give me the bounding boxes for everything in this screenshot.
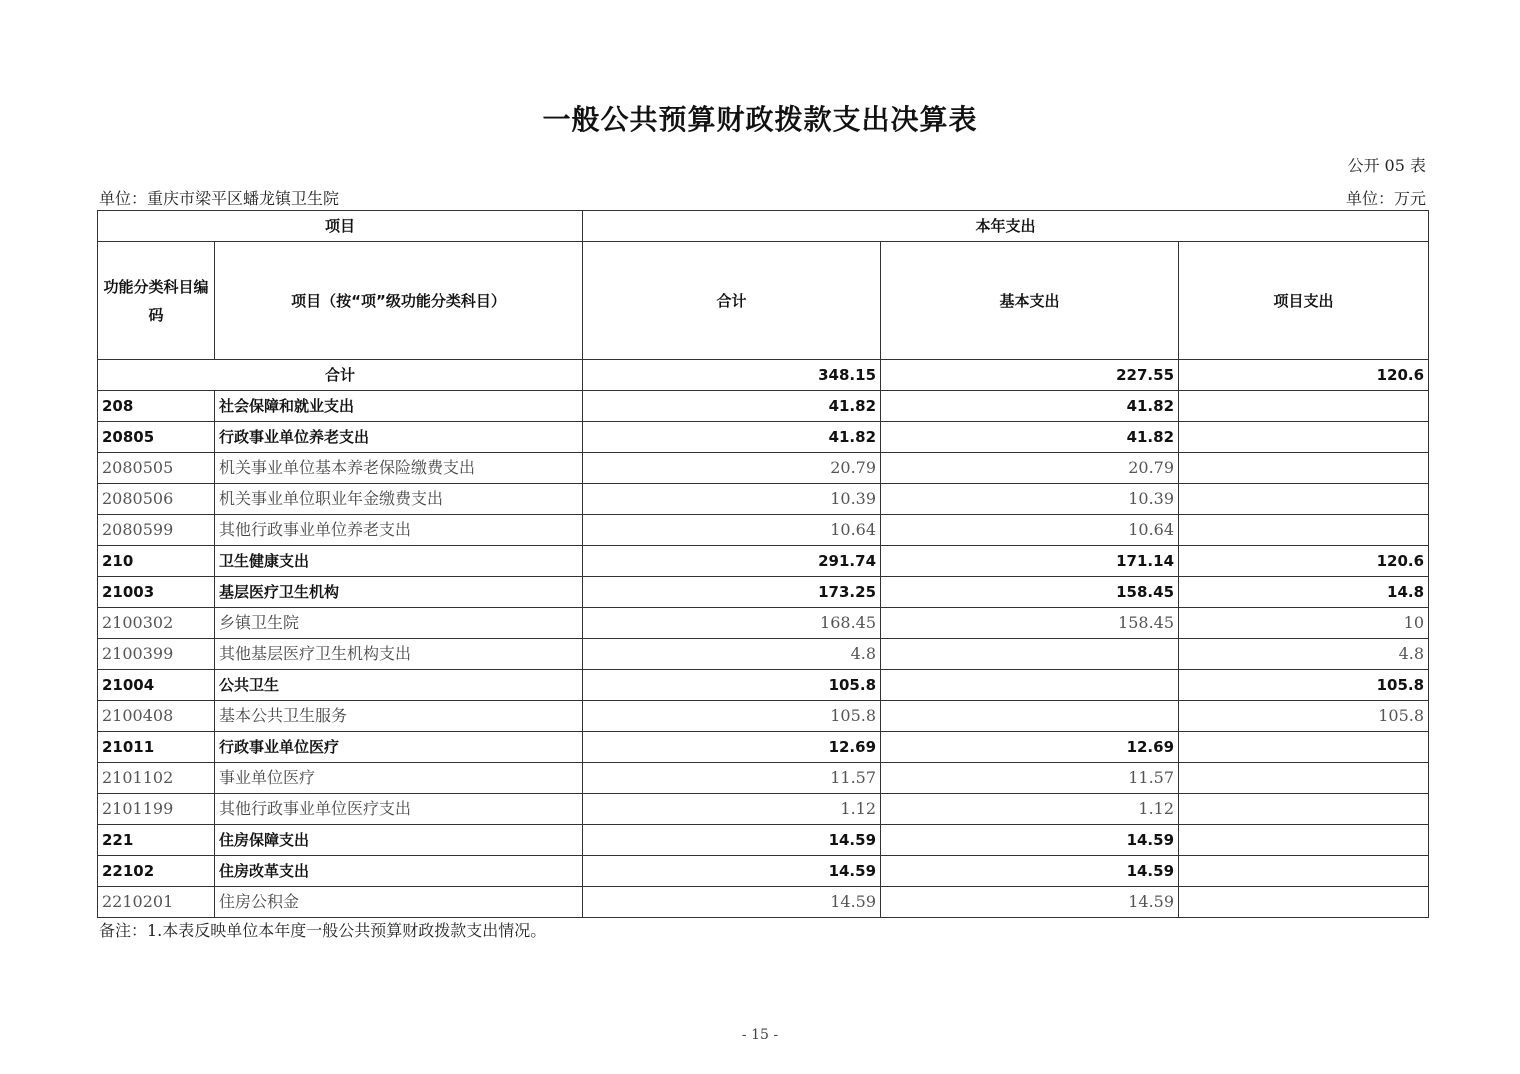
row-basic: [881, 670, 1179, 701]
row-total: 173.25: [583, 577, 881, 608]
row-code: 21003: [98, 577, 215, 608]
row-project: 4.8: [1179, 639, 1429, 670]
row-name: 事业单位医疗: [215, 763, 583, 794]
row-name: 基本公共卫生服务: [215, 701, 583, 732]
header-row-1: [98, 211, 1429, 242]
table-row: [98, 608, 1429, 639]
row-project: [1179, 484, 1429, 515]
row-code: 2080599: [98, 515, 215, 546]
currency-unit: 单位：万元: [1345, 189, 1426, 208]
total-amount: 348.15: [583, 360, 881, 391]
row-name: 机关事业单位基本养老保险缴费支出: [215, 453, 583, 484]
row-project: 14.8: [1179, 577, 1429, 608]
header-basic: 基本支出: [881, 242, 1179, 360]
table-row: [98, 639, 1429, 670]
table-row: [98, 701, 1429, 732]
row-project: [1179, 763, 1429, 794]
total-row: [98, 360, 1429, 391]
row-project: [1179, 391, 1429, 422]
row-code: 2100408: [98, 701, 215, 732]
row-code: 2210201: [98, 887, 215, 918]
table-row: [98, 422, 1429, 453]
row-basic: 10.64: [881, 515, 1179, 546]
table-row: [98, 453, 1429, 484]
header-total: 合计: [583, 242, 881, 360]
page-title: 一般公共预算财政拨款支出决算表: [542, 103, 978, 136]
row-project: [1179, 453, 1429, 484]
header-item: 项目（按“项”级功能分类科目）: [215, 242, 583, 360]
row-name: 其他行政事业单位养老支出: [215, 515, 583, 546]
row-name: 公共卫生: [215, 670, 583, 701]
header-project: 项目: [98, 211, 583, 242]
row-name: 住房保障支出: [215, 825, 583, 856]
row-name: 卫生健康支出: [215, 546, 583, 577]
form-number: 公开 05 表: [1347, 156, 1426, 175]
row-basic: 10.39: [881, 484, 1179, 515]
row-total: 41.82: [583, 391, 881, 422]
table-row: [98, 825, 1429, 856]
row-basic: [881, 639, 1179, 670]
page-number: - 15 -: [741, 1027, 779, 1043]
row-total: 168.45: [583, 608, 881, 639]
row-name: 行政事业单位医疗: [215, 732, 583, 763]
row-code: 2080505: [98, 453, 215, 484]
header-code: 功能分类科目编码: [98, 242, 215, 360]
row-basic: 11.57: [881, 763, 1179, 794]
row-code: 2101199: [98, 794, 215, 825]
table-row: [98, 670, 1429, 701]
row-name: 其他基层医疗卫生机构支出: [215, 639, 583, 670]
table-row: [98, 515, 1429, 546]
row-total: 41.82: [583, 422, 881, 453]
row-basic: 171.14: [881, 546, 1179, 577]
row-total: 14.59: [583, 887, 881, 918]
row-name: 社会保障和就业支出: [215, 391, 583, 422]
row-code: 21004: [98, 670, 215, 701]
table-row: [98, 391, 1429, 422]
row-name: 机关事业单位职业年金缴费支出: [215, 484, 583, 515]
row-project: [1179, 794, 1429, 825]
row-name: 其他行政事业单位医疗支出: [215, 794, 583, 825]
row-total: 291.74: [583, 546, 881, 577]
row-total: 105.8: [583, 670, 881, 701]
table-row: [98, 887, 1429, 918]
row-total: 105.8: [583, 701, 881, 732]
row-basic: 158.45: [881, 608, 1179, 639]
expenditure-table: [97, 210, 1429, 918]
row-basic: 14.59: [881, 825, 1179, 856]
header-current-year: 本年支出: [583, 211, 1429, 242]
row-name: 乡镇卫生院: [215, 608, 583, 639]
table-row: [98, 732, 1429, 763]
header-row-2: [98, 242, 1429, 360]
row-project: 105.8: [1179, 701, 1429, 732]
row-total: 14.59: [583, 856, 881, 887]
total-label: 合计: [98, 360, 583, 391]
total-project: 120.6: [1179, 360, 1429, 391]
row-code: 22102: [98, 856, 215, 887]
row-code: 2101102: [98, 763, 215, 794]
header-project-expenditure: 项目支出: [1179, 242, 1429, 360]
row-name: 行政事业单位养老支出: [215, 422, 583, 453]
row-total: 11.57: [583, 763, 881, 794]
row-project: 10: [1179, 608, 1429, 639]
row-name: 住房公积金: [215, 887, 583, 918]
row-basic: 1.12: [881, 794, 1179, 825]
row-total: 12.69: [583, 732, 881, 763]
total-basic: 227.55: [881, 360, 1179, 391]
table-row: [98, 763, 1429, 794]
row-code: 208: [98, 391, 215, 422]
row-project: [1179, 422, 1429, 453]
row-code: 2080506: [98, 484, 215, 515]
row-basic: 41.82: [881, 391, 1179, 422]
row-basic: 12.69: [881, 732, 1179, 763]
row-code: 221: [98, 825, 215, 856]
row-basic: 20.79: [881, 453, 1179, 484]
row-basic: 14.59: [881, 887, 1179, 918]
row-project: [1179, 732, 1429, 763]
row-project: 120.6: [1179, 546, 1429, 577]
row-total: 10.64: [583, 515, 881, 546]
row-project: 105.8: [1179, 670, 1429, 701]
row-total: 1.12: [583, 794, 881, 825]
row-code: 2100399: [98, 639, 215, 670]
row-total: 14.59: [583, 825, 881, 856]
table-row: [98, 484, 1429, 515]
row-basic: 41.82: [881, 422, 1179, 453]
row-project: [1179, 887, 1429, 918]
row-code: 2100302: [98, 608, 215, 639]
table-note: 备注：1.本表反映单位本年度一般公共预算财政拨款支出情况。: [99, 921, 547, 940]
row-total: 10.39: [583, 484, 881, 515]
row-name: 住房改革支出: [215, 856, 583, 887]
row-total: 4.8: [583, 639, 881, 670]
row-basic: [881, 701, 1179, 732]
row-code: 210: [98, 546, 215, 577]
row-basic: 14.59: [881, 856, 1179, 887]
row-basic: 158.45: [881, 577, 1179, 608]
table-row: [98, 577, 1429, 608]
table-row: [98, 794, 1429, 825]
row-project: [1179, 856, 1429, 887]
table-row: [98, 856, 1429, 887]
row-code: 20805: [98, 422, 215, 453]
table-row: [98, 546, 1429, 577]
row-name: 基层医疗卫生机构: [215, 577, 583, 608]
row-code: 21011: [98, 732, 215, 763]
reporting-unit: 单位：重庆市梁平区蟠龙镇卫生院: [99, 189, 340, 208]
row-project: [1179, 515, 1429, 546]
row-total: 20.79: [583, 453, 881, 484]
row-project: [1179, 825, 1429, 856]
